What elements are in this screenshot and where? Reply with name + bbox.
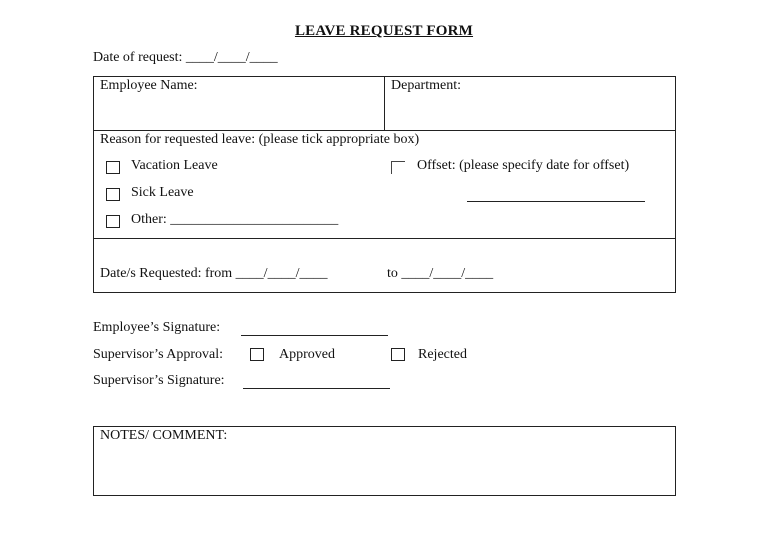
other-leave-field[interactable]: Other: ________________________ — [131, 212, 339, 227]
sick-leave-label: Sick Leave — [131, 185, 194, 200]
approved-label: Approved — [279, 347, 335, 362]
row-divider-1 — [93, 130, 676, 131]
sick-leave-checkbox[interactable] — [106, 188, 120, 201]
employee-name-field[interactable]: Employee Name: — [100, 78, 198, 93]
dates-requested-to[interactable]: to ____/____/____ — [387, 266, 494, 281]
vacation-leave-checkbox[interactable] — [106, 161, 120, 174]
date-of-request[interactable]: Date of request: ____/____/____ — [93, 50, 278, 65]
notes-label: NOTES/ COMMENT: — [100, 428, 228, 443]
rejected-label: Rejected — [418, 347, 467, 362]
offset-date-line[interactable] — [467, 201, 645, 202]
employee-signature-line[interactable] — [241, 335, 388, 336]
supervisor-signature-label: Supervisor’s Signature: — [93, 373, 225, 388]
name-department-divider — [384, 76, 385, 131]
row-divider-2 — [93, 238, 676, 239]
offset-checkbox[interactable] — [391, 161, 405, 174]
employee-signature-label: Employee’s Signature: — [93, 320, 221, 335]
approved-checkbox[interactable] — [250, 348, 264, 361]
dates-requested-from[interactable]: Date/s Requested: from ____/____/____ — [100, 266, 328, 281]
reason-label: Reason for requested leave: (please tick appropriate box) — [100, 132, 420, 147]
other-leave-checkbox[interactable] — [106, 215, 120, 228]
department-field[interactable]: Department: — [391, 78, 461, 93]
supervisor-signature-line[interactable] — [243, 388, 390, 389]
offset-label: Offset: (please specify date for offset) — [417, 158, 630, 173]
rejected-checkbox[interactable] — [391, 348, 405, 361]
form-title: LEAVE REQUEST FORM — [294, 23, 474, 39]
supervisor-approval-label: Supervisor’s Approval: — [93, 347, 224, 362]
vacation-leave-label: Vacation Leave — [131, 158, 218, 173]
